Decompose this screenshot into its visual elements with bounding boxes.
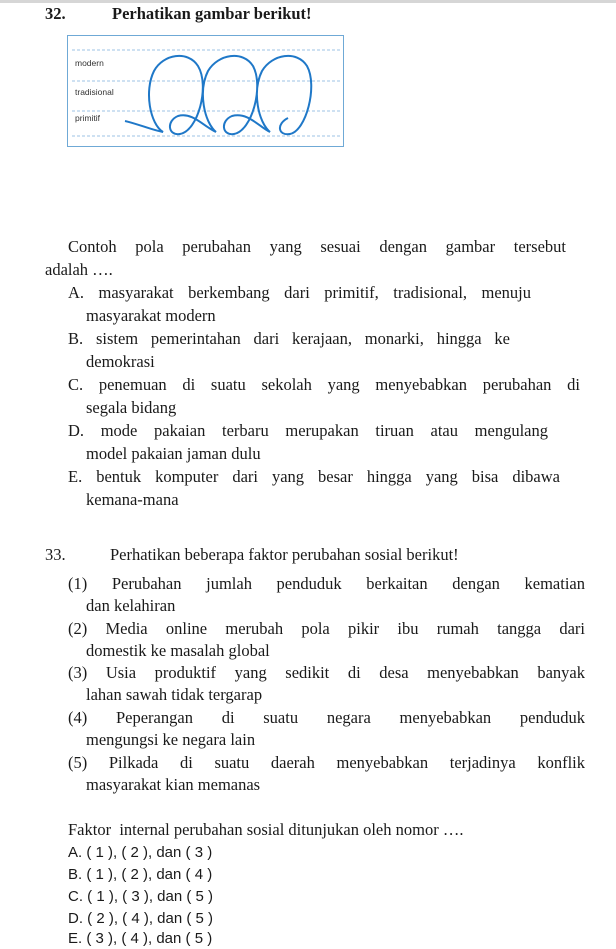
page-top-border bbox=[0, 0, 616, 3]
spiral-path bbox=[125, 56, 311, 134]
spiral-change-figure bbox=[67, 35, 344, 147]
q32-option-e-line1: E. bentuk komputer dari yang besar hingga yang bisa dibawa bbox=[68, 467, 560, 486]
q33-factor-4-line2: mengungsi ke negara lain bbox=[86, 730, 256, 749]
q32-option-c-line1: C. penemuan di suatu sekolah yang menyebabkan perubahan di bbox=[68, 375, 580, 394]
q33-factor-4-line1: (4) Peperangan di suatu negara menyebabkan penduduk bbox=[68, 708, 585, 727]
q33-option-a: A. ( 1 ), ( 2 ), dan ( 3 ) bbox=[68, 844, 213, 861]
q32-question-line2: adalah …. bbox=[45, 260, 113, 279]
q32-title: Perhatikan gambar berikut! bbox=[112, 4, 312, 23]
q32-option-d-line2: model pakaian jaman dulu bbox=[86, 444, 261, 463]
q32-option-b-line2: demokrasi bbox=[86, 352, 155, 371]
q33-factor-2-line1: (2) Media online merubah pola pikir ibu rumah tangga dari bbox=[68, 619, 585, 638]
q33-factor-1-line2: dan kelahiran bbox=[86, 596, 176, 615]
q32-option-a-line2: masyarakat modern bbox=[86, 306, 216, 325]
q32-number: 32. bbox=[45, 4, 66, 23]
q33-factor-5-line1: (5) Pilkada di suatu daerah menyebabkan terjadinya konflik bbox=[68, 753, 585, 772]
q32-question-line1: Contoh pola perubahan yang sesuai dengan gambar tersebut bbox=[68, 237, 566, 256]
q33-factor-1-line1: (1) Perubahan jumlah penduduk berkaitan dengan kematian bbox=[68, 574, 585, 593]
q33-factor-5-line2: masyarakat kian memanas bbox=[86, 775, 261, 794]
q33-number: 33. bbox=[45, 545, 66, 564]
q33-title: Perhatikan beberapa faktor perubahan sosial berikut! bbox=[110, 545, 459, 564]
figure-label-modern: modern bbox=[75, 58, 104, 68]
q32-option-e-line2: kemana-mana bbox=[86, 490, 179, 509]
q32-option-d-line1: D. mode pakaian terbaru merupakan tiruan atau mengulang bbox=[68, 421, 548, 440]
figure-label-primitif: primitif bbox=[75, 113, 101, 123]
q32-option-c-line2: segala bidang bbox=[86, 398, 177, 417]
q33-option-c: C. ( 1 ), ( 3 ), dan ( 5 ) bbox=[68, 888, 214, 905]
q33-option-e: E. ( 3 ), ( 4 ), dan ( 5 ) bbox=[68, 930, 213, 947]
q33-factor-2-line2: domestik ke masalah global bbox=[86, 641, 270, 660]
q33-factor-3-line1: (3) Usia produktif yang sedikit di desa menyebabkan banyak bbox=[68, 663, 585, 682]
q33-option-d: D. ( 2 ), ( 4 ), dan ( 5 ) bbox=[68, 910, 214, 927]
q33-question: Faktor internal perubahan sosial ditunjukan oleh nomor …. bbox=[68, 820, 464, 839]
q32-option-b-line1: B. sistem pemerintahan dari kerajaan, monarki, hingga ke bbox=[68, 329, 510, 348]
q32-option-a-line1: A. masyarakat berkembang dari primitif, tradisional, menuju bbox=[68, 283, 531, 302]
figure-label-tradisional: tradisional bbox=[75, 87, 114, 97]
q33-option-b: B. ( 1 ), ( 2 ), dan ( 4 ) bbox=[68, 866, 213, 883]
q33-factor-3-line2: lahan sawah tidak tergarap bbox=[86, 685, 263, 704]
